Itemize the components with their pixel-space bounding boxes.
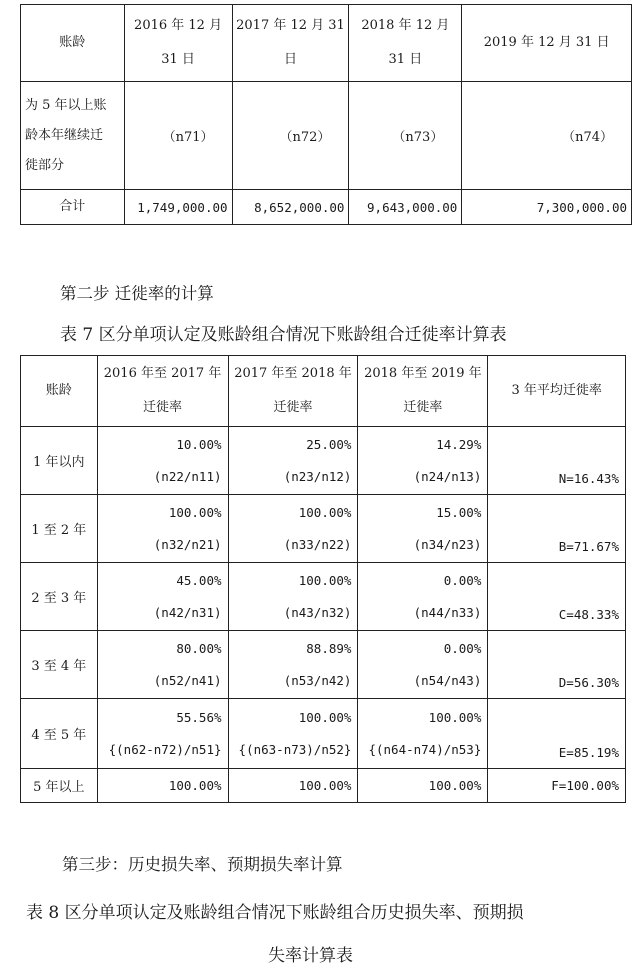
rate-cell: 45.00% (n42/n31) bbox=[97, 563, 228, 631]
header-avg-rate: 3 年平均迁徙率 bbox=[488, 356, 626, 427]
header-2018: 2018 年 12 月 31 日 bbox=[349, 5, 462, 82]
header-2017: 2017 年 12 月 31 日 bbox=[232, 5, 349, 82]
total-2018: 9,643,000.00 bbox=[349, 190, 462, 225]
table-row-total bbox=[21, 190, 632, 225]
rate-cell: 88.89% (n53/n42) bbox=[228, 631, 358, 699]
header-2017-2018: 2017 年至 2018 年 迁徙率 bbox=[228, 356, 358, 427]
table-row bbox=[21, 563, 626, 631]
avg-rate-cell: C=48.33% bbox=[488, 563, 626, 631]
row-age: 4 至 5 年 bbox=[21, 699, 98, 769]
cell-n74: （n74） bbox=[462, 82, 632, 190]
rate-cell: 0.00% (n44/n33) bbox=[358, 563, 488, 631]
migration-rate-table bbox=[20, 355, 626, 803]
table-row bbox=[21, 631, 626, 699]
row-age: 1 至 2 年 bbox=[21, 495, 98, 563]
header-2019: 2019 年 12 月 31 日 bbox=[462, 5, 632, 82]
total-2019: 7,300,000.00 bbox=[462, 190, 632, 225]
rate-cell: 100.00% bbox=[358, 769, 488, 803]
rate-cell: 10.00% (n22/n11) bbox=[97, 427, 228, 495]
cell-n71: （n71） bbox=[124, 82, 232, 190]
row-age: 2 至 3 年 bbox=[21, 563, 98, 631]
total-2016: 1,749,000.00 bbox=[124, 190, 232, 225]
cell-n72: （n72） bbox=[232, 82, 349, 190]
header-2018-2019: 2018 年至 2019 年 迁徙率 bbox=[358, 356, 488, 427]
table-header-row bbox=[21, 356, 626, 427]
avg-rate-cell: D=56.30% bbox=[488, 631, 626, 699]
table-header-row bbox=[21, 5, 632, 82]
row-age: 5 年以上 bbox=[21, 769, 98, 803]
cell-n73: （n73） bbox=[349, 82, 462, 190]
avg-rate-cell: B=71.67% bbox=[488, 495, 626, 563]
aging-balance-table bbox=[20, 4, 632, 225]
row-label-transfer: 为 5 年以上账 龄本年继续迁 徙部分 bbox=[21, 82, 125, 190]
rate-cell: 14.29% (n24/n13) bbox=[358, 427, 488, 495]
header-2016-2017: 2016 年至 2017 年 迁徙率 bbox=[97, 356, 228, 427]
header-2016: 2016 年 12 月 31 日 bbox=[124, 5, 232, 82]
row-age: 3 至 4 年 bbox=[21, 631, 98, 699]
table-row bbox=[21, 699, 626, 769]
rate-cell: 100.00% bbox=[97, 769, 228, 803]
header-aging: 账龄 bbox=[21, 356, 98, 427]
rate-cell: 15.00% (n34/n23) bbox=[358, 495, 488, 563]
rate-cell: 100.00% (n43/n32) bbox=[228, 563, 358, 631]
avg-rate-cell: E=85.19% bbox=[488, 699, 626, 769]
avg-rate-cell: F=100.00% bbox=[488, 769, 626, 803]
rate-cell: 100.00% bbox=[228, 769, 358, 803]
step2-heading: 第二步 迁徙率的计算 bbox=[60, 284, 214, 303]
header-aging: 账龄 bbox=[21, 5, 125, 82]
table-row bbox=[21, 82, 632, 190]
table8-title-line1: 表 8 区分单项认定及账龄组合情况下账龄组合历史损失率、预期损 bbox=[26, 903, 524, 923]
rate-cell: 0.00% (n54/n43) bbox=[358, 631, 488, 699]
rate-cell: 100.00% {(n64-n74)/n53} bbox=[358, 699, 488, 769]
table7-title: 表 7 区分单项认定及账龄组合情况下账龄组合迁徙率计算表 bbox=[60, 325, 507, 345]
total-2017: 8,652,000.00 bbox=[232, 190, 349, 225]
table-row bbox=[21, 427, 626, 495]
rate-cell: 55.56% {(n62-n72)/n51} bbox=[97, 699, 228, 769]
rate-cell: 80.00% (n52/n41) bbox=[97, 631, 228, 699]
row-label-total: 合计 bbox=[21, 190, 125, 225]
table-row bbox=[21, 495, 626, 563]
table8-title-line2: 失率计算表 bbox=[268, 946, 353, 966]
rate-cell: 25.00% (n23/n12) bbox=[228, 427, 358, 495]
rate-cell: 100.00% (n33/n22) bbox=[228, 495, 358, 563]
step3-heading: 第三步：历史损失率、预期损失率计算 bbox=[62, 855, 343, 874]
table-row bbox=[21, 769, 626, 803]
row-age: 1 年以内 bbox=[21, 427, 98, 495]
avg-rate-cell: N=16.43% bbox=[488, 427, 626, 495]
rate-cell: 100.00% {(n63-n73)/n52} bbox=[228, 699, 358, 769]
rate-cell: 100.00% (n32/n21) bbox=[97, 495, 228, 563]
